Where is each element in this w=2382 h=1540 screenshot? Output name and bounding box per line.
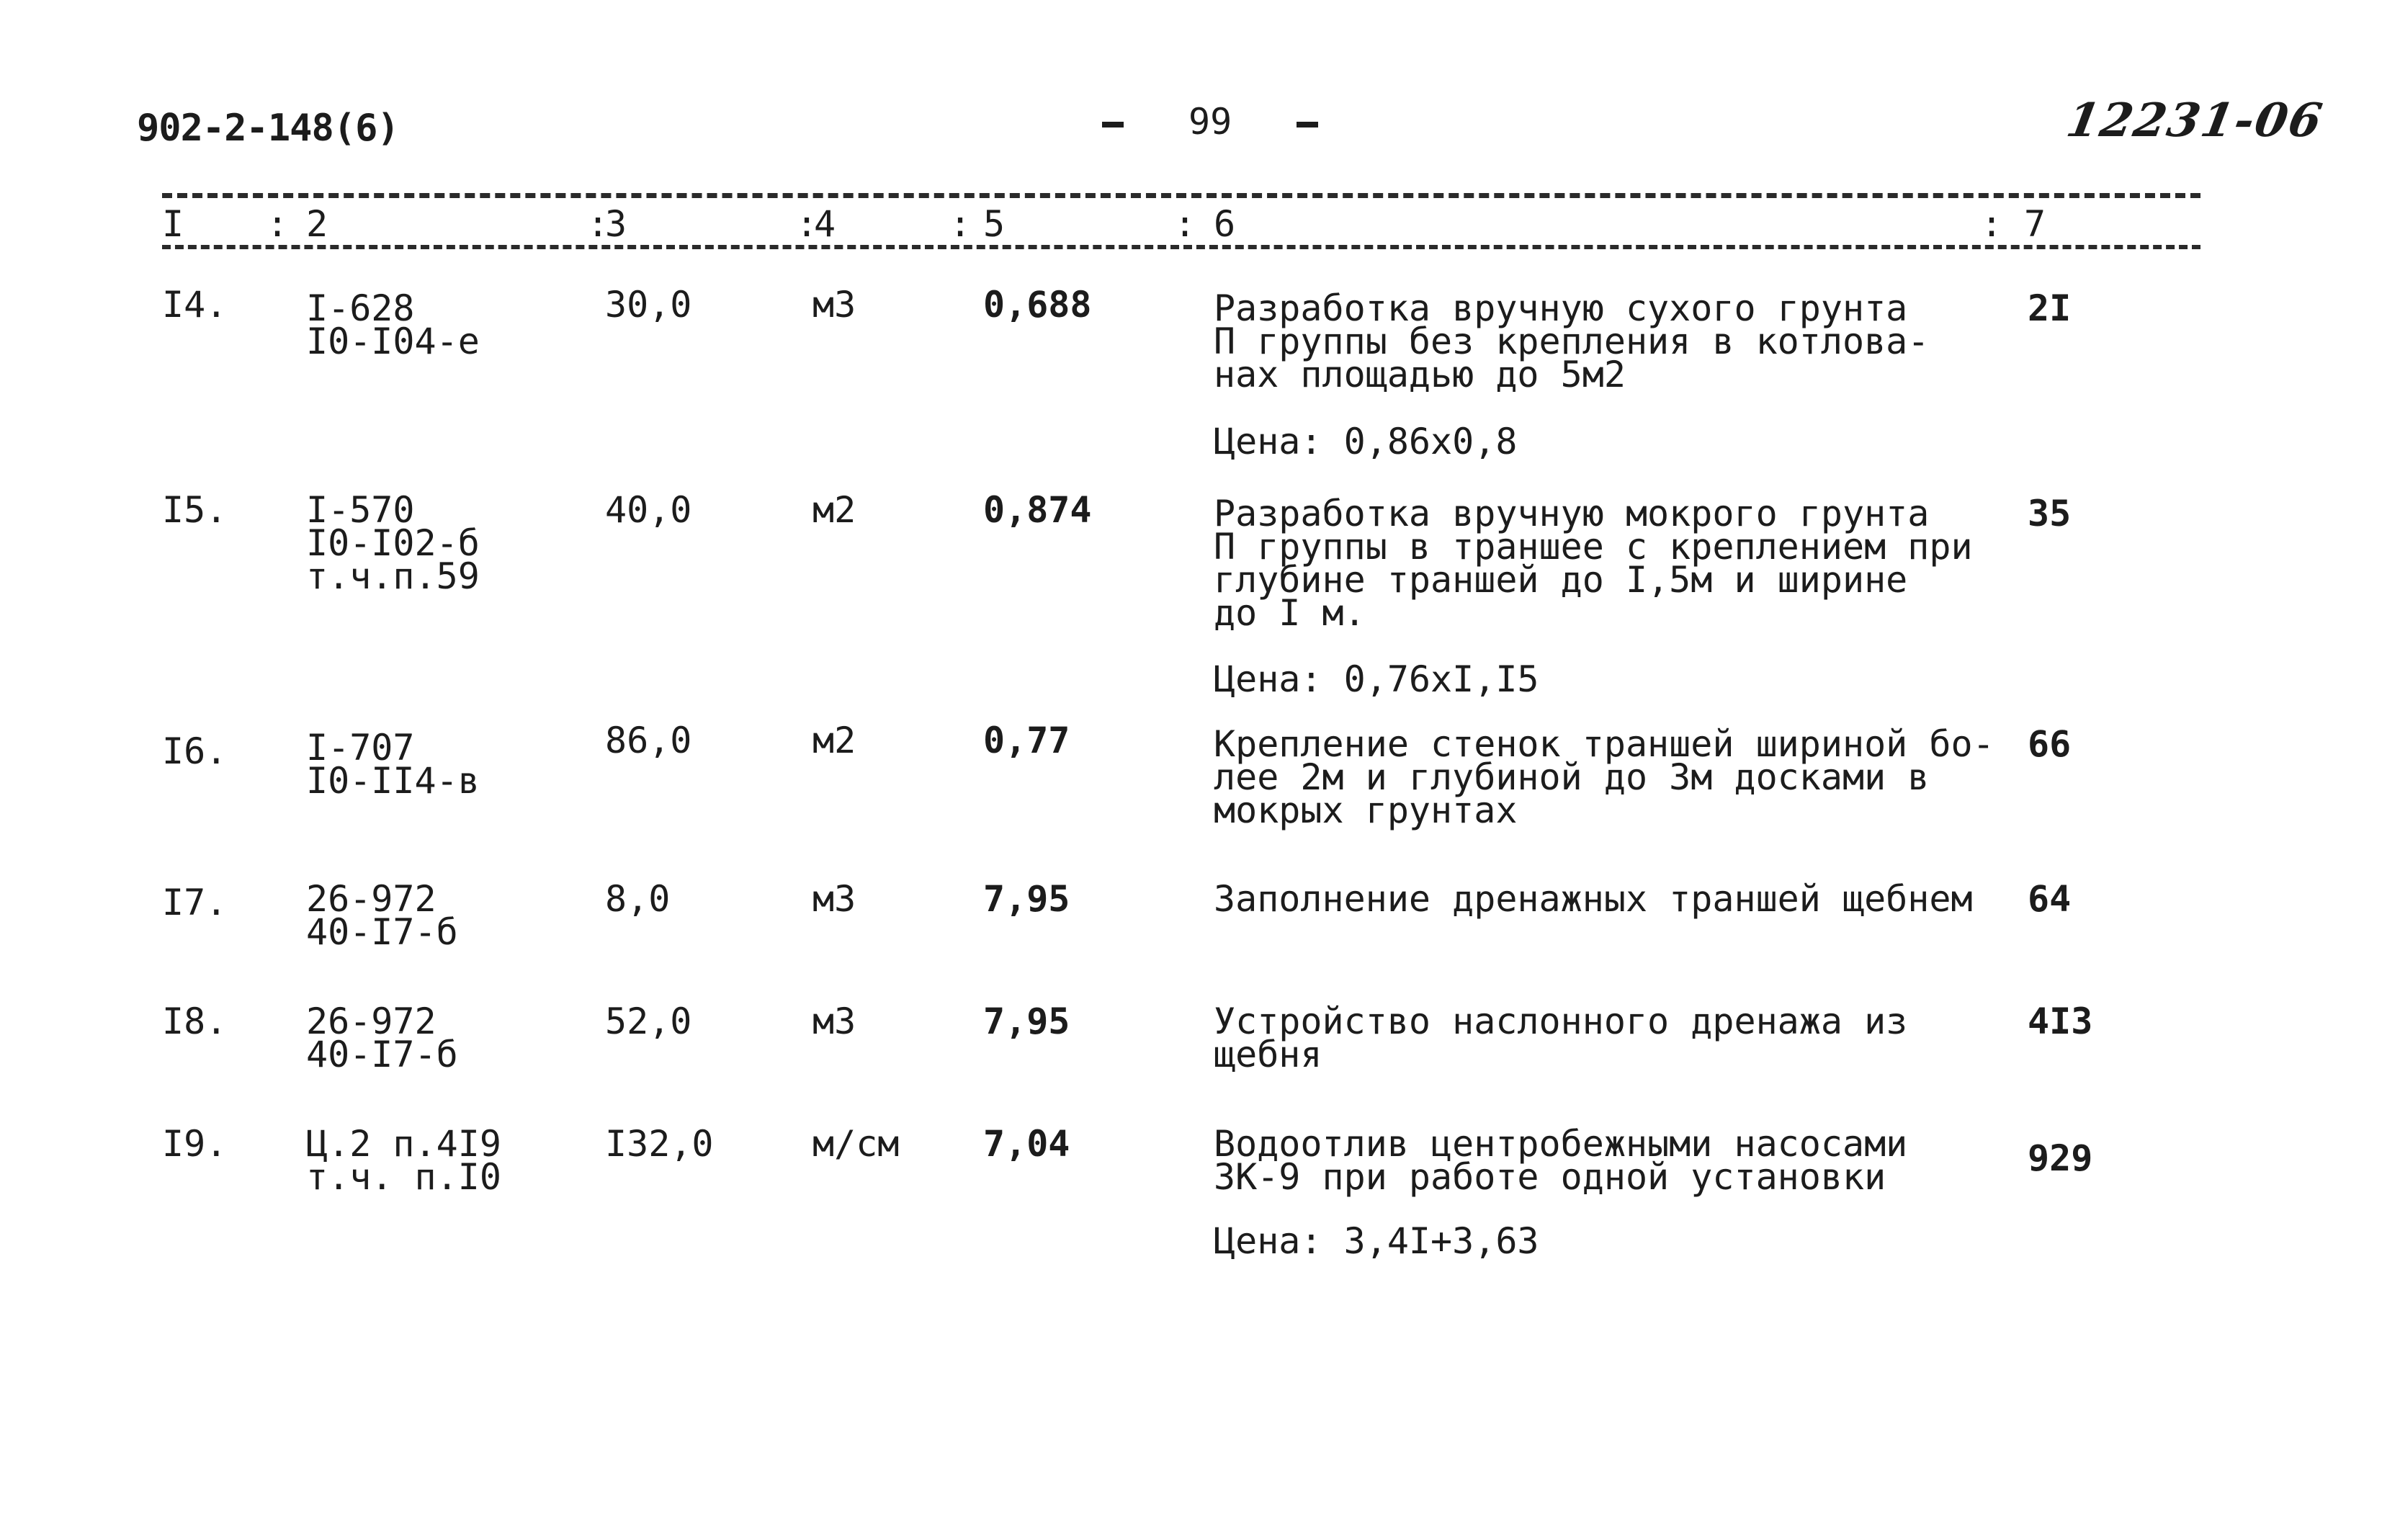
norm-code-line: Ц.2 п.4I9 — [306, 1123, 501, 1165]
unit-rate: 0,77 — [983, 720, 1070, 761]
work-description — [1214, 1000, 1908, 1075]
top-rule — [162, 193, 2200, 198]
price-note: Цена: 0,86x0,8 — [1214, 421, 1518, 462]
description-line: лее 2м и глубиной до 3м досками в — [1214, 756, 1930, 798]
unit-rate: 0,688 — [983, 284, 1092, 326]
row-index: I5. — [162, 489, 228, 531]
norm-code-line: 40-I7-б — [306, 1034, 458, 1075]
description-line: Крепление стенок траншей шириной бо- — [1214, 723, 1994, 765]
quantity: I32,0 — [605, 1123, 714, 1165]
norm-code-line: I0-I04-e — [306, 321, 480, 362]
norm-code-line: 26-972 — [306, 1000, 436, 1042]
total-cost: 35 — [2028, 493, 2072, 534]
work-description — [1214, 878, 1973, 920]
row-index: I9. — [162, 1123, 228, 1165]
norm-code-line: 26-972 — [306, 878, 436, 920]
col-header-4: 4 — [814, 203, 836, 245]
norm-code — [306, 727, 480, 802]
col-sep: : — [949, 203, 972, 245]
col-sep: : — [267, 203, 289, 245]
col-sep: : — [796, 203, 818, 245]
col-header-6: 6 — [1214, 203, 1236, 245]
unit: м3 — [812, 878, 856, 920]
dash-right — [1297, 122, 1318, 127]
col-header-3: 3 — [605, 203, 627, 245]
description-line: Устройство наслонного дренажа из — [1214, 1000, 1908, 1042]
unit-rate: 0,874 — [983, 489, 1092, 531]
total-cost: 2I — [2028, 287, 2072, 329]
unit-rate: 7,95 — [983, 1000, 1070, 1042]
col-sep: : — [1174, 203, 1196, 245]
norm-code-line: т.ч.п.59 — [306, 555, 480, 597]
norm-code-line: I-628 — [306, 287, 415, 329]
description-line: глубине траншей до I,5м и ширине — [1214, 559, 1908, 601]
col-sep: : — [1981, 203, 2003, 245]
norm-code-line: I0-I02-б — [306, 522, 480, 564]
norm-code — [306, 489, 480, 597]
norm-code-line: т.ч. п.I0 — [306, 1156, 501, 1198]
description-line: Водоотлив центробежными насосами — [1214, 1123, 1908, 1165]
description-line: П группы в траншее с креплением при — [1214, 526, 1973, 568]
norm-code — [306, 1000, 458, 1075]
col-header-1: I — [162, 203, 184, 245]
description-line: нах площадью до 5м2 — [1214, 354, 1626, 395]
norm-code — [306, 1123, 501, 1198]
work-description — [1214, 493, 1973, 634]
description-line: П группы без крепления в котлова- — [1214, 321, 1930, 362]
quantity: 86,0 — [605, 720, 692, 761]
total-cost: 929 — [2028, 1137, 2093, 1179]
doc-code: 902-2-148(6) — [137, 107, 399, 150]
unit: м/см — [812, 1123, 900, 1165]
col-header-7: 7 — [2024, 203, 2046, 245]
norm-code-line: 40-I7-б — [306, 911, 458, 953]
archive-number: 12231-06 — [2062, 94, 2327, 148]
col-header-2: 2 — [306, 203, 328, 245]
description-line: ЗК-9 при работе одной установки — [1214, 1156, 1886, 1198]
unit: м2 — [812, 720, 856, 761]
norm-code — [306, 287, 480, 362]
row-index: I8. — [162, 1000, 228, 1042]
description-line: мокрых грунтах — [1214, 789, 1518, 831]
col-header-5: 5 — [983, 203, 1006, 245]
total-cost: 64 — [2028, 878, 2072, 920]
quantity: 8,0 — [605, 878, 671, 920]
total-cost: 4I3 — [2028, 1000, 2093, 1042]
page-number-value: 99 — [1188, 101, 1232, 143]
work-description — [1214, 287, 1930, 395]
quantity: 52,0 — [605, 1000, 692, 1042]
row-index: I7. — [162, 882, 228, 923]
unit: м3 — [812, 1000, 856, 1042]
unit-rate: 7,95 — [983, 878, 1070, 920]
row-index: I6. — [162, 730, 228, 772]
col-sep: : — [587, 203, 609, 245]
quantity: 40,0 — [605, 489, 692, 531]
description-line: щебня — [1214, 1034, 1322, 1075]
norm-code — [306, 878, 458, 953]
work-description — [1214, 1123, 1908, 1198]
row-index: I4. — [162, 284, 228, 326]
description-line: Разработка вручную сухого грунта — [1214, 287, 1908, 329]
dash-left — [1102, 122, 1124, 127]
unit: м2 — [812, 489, 856, 531]
total-cost: 66 — [2028, 723, 2072, 765]
description-line: до I м. — [1214, 592, 1366, 634]
norm-code-line: I-707 — [306, 727, 415, 769]
work-description — [1214, 723, 1994, 831]
quantity: 30,0 — [605, 284, 692, 326]
unit: м3 — [812, 284, 856, 326]
norm-code-line: I-570 — [306, 489, 415, 531]
header-rule — [162, 245, 2200, 249]
price-note: Цена: 0,76xI,I5 — [1214, 658, 1539, 700]
unit-rate: 7,04 — [983, 1123, 1070, 1165]
page-number — [1037, 101, 1383, 143]
price-note: Цена: 3,4I+3,63 — [1214, 1220, 1539, 1262]
description-line: Разработка вручную мокрого грунта — [1214, 493, 1930, 534]
norm-code-line: I0-II4-в — [306, 760, 480, 802]
description-line: Заполнение дренажных траншей щебнем — [1214, 878, 1973, 920]
